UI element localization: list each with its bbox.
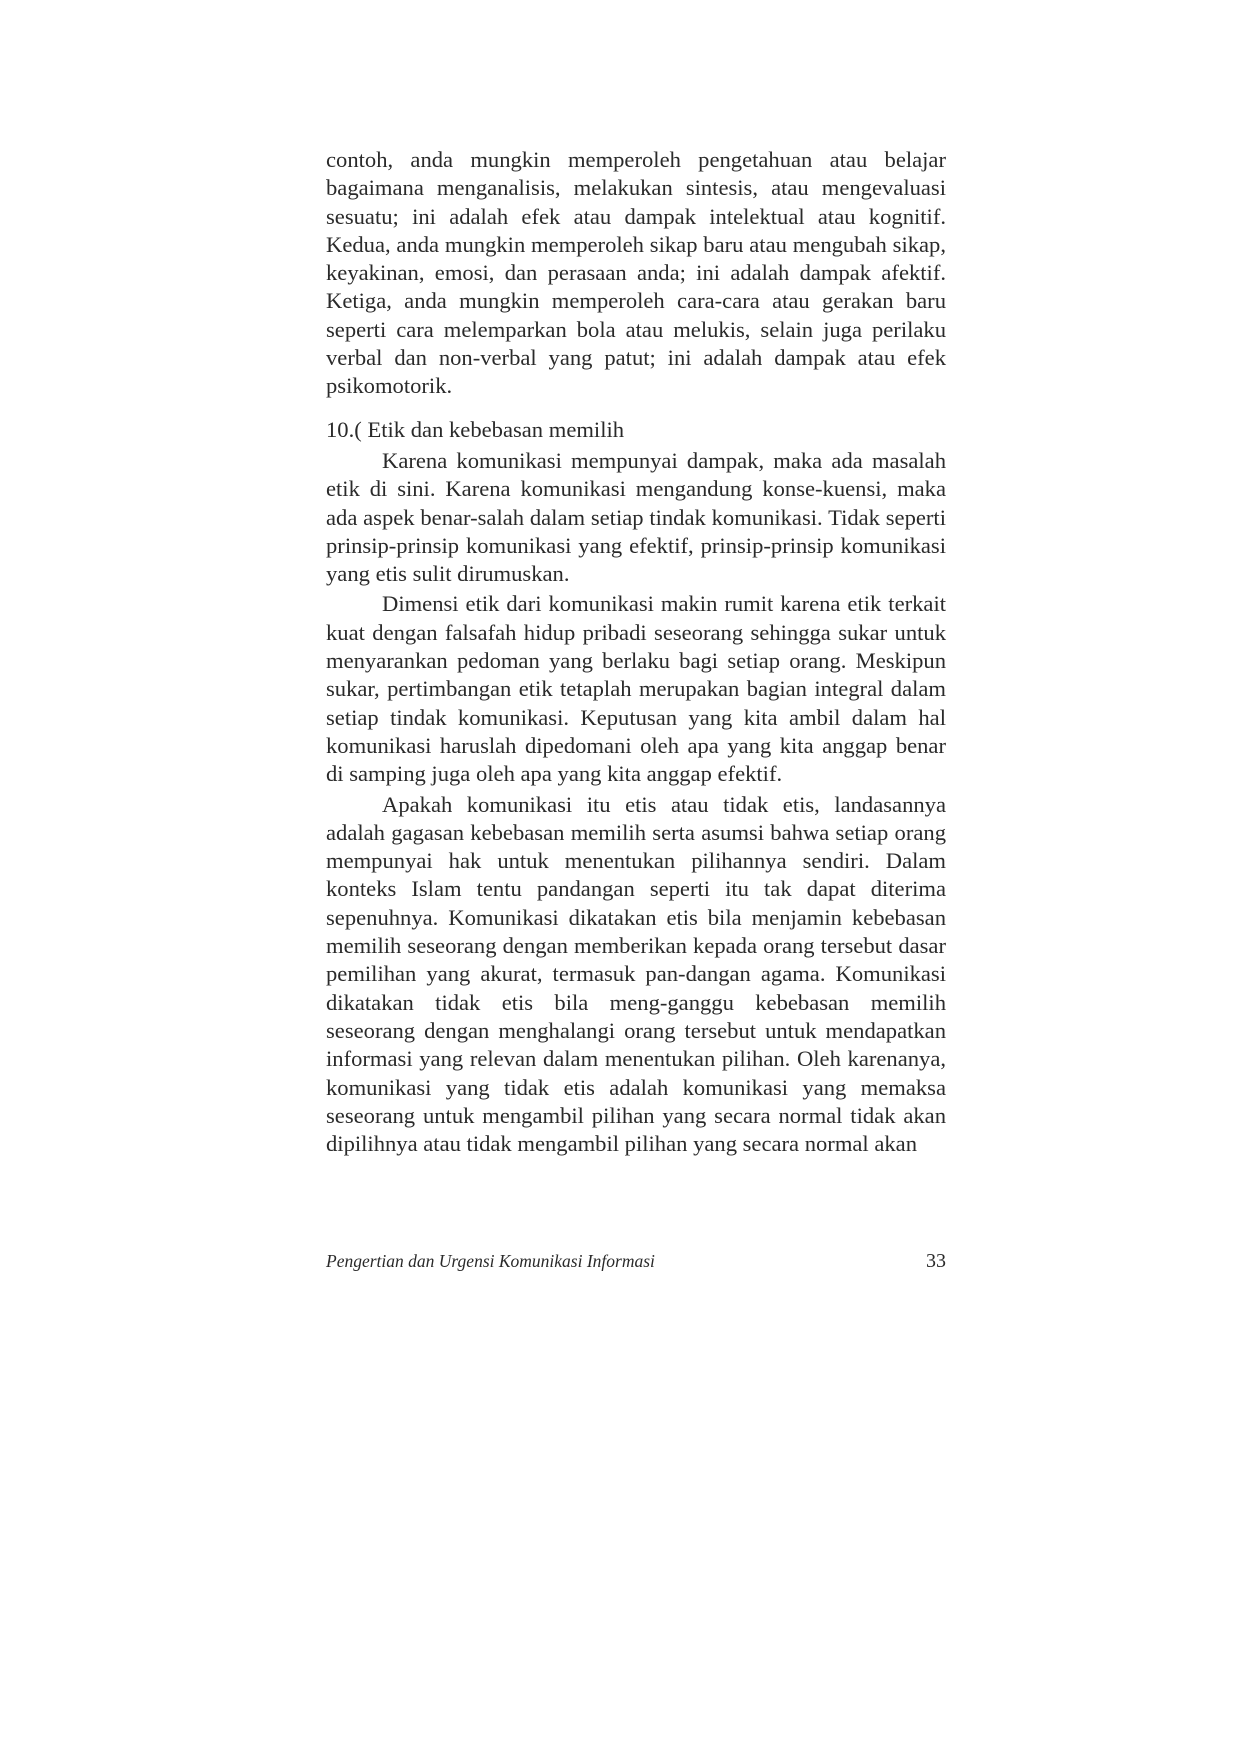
- page-footer: [326, 1250, 946, 1273]
- running-footer-title: Pengertian dan Urgensi Komunikasi Informasi: [326, 1251, 655, 1271]
- page-number: 33: [926, 1250, 946, 1272]
- section-number: 10.(: [326, 417, 362, 442]
- paragraph-2: Dimensi etik dari komunikasi makin rumit karena etik terkait kuat dengan falsafah hidup pribadi seseorang sehingga sukar untuk menyarankan pedoman yang berlaku bagi setiap orang. Meskipun sukar, pertimbangan etik tetaplah merupakan bagian integral dalam setiap tindak komunikasi. Keputusan yang kita ambil dalam hal komunikasi haruslah dipedomani oleh apa yang kita anggap benar di samping juga oleh apa yang kita anggap efektif.: [326, 591, 946, 787]
- section-title: Etik dan kebebasan memilih: [367, 417, 625, 442]
- paragraph-3: Apakah komunikasi itu etis atau tidak etis, landasannya adalah gagasan kebebasan memilih serta asumsi bahwa setiap orang mempunyai hak untuk menentukan pilihannya sendiri. Dalam konteks Islam tentu pandangan seperti itu tak dapat diterima sepenuhnya. Komunikasi dikatakan etis bila menjamin kebebasan memilih seseorang dengan memberikan kepada orang tersebut dasar pemilihan yang akurat, termasuk pan-dangan agama. Komunikasi dikatakan tidak etis bila meng-ganggu kebebasan memilih seseorang dengan menghalangi orang tersebut untuk mendapatkan informasi yang relevan dalam menentukan pilihan. Oleh karenanya, komunikasi yang tidak etis adalah komunikasi yang memaksa seseorang untuk mengambil pilihan yang secara normal tidak akan dipilihnya atau tidak mengambil pilihan yang secara normal akan: [326, 791, 946, 1157]
- continuation-paragraph: contoh, anda mungkin memperoleh pengetahuan atau belajar bagaimana menganalisis, melakukan sintesis, atau mengevaluasi sesuatu; ini adalah efek atau dampak intelektual atau kognitif. Kedua, anda mungkin memperoleh sikap baru atau mengubah sikap, keyakinan, emosi, dan perasaan anda; ini adalah dampak afektif. Ketiga, anda mungkin memperoleh cara-cara atau gerakan baru seperti cara melemparkan bola atau melukis, selain juga perilaku verbal dan non-verbal yang patut; ini adalah dampak atau efek psikomotorik.: [326, 147, 946, 399]
- page-body-top: [326, 146, 946, 401]
- section-heading: [326, 416, 624, 444]
- section-body: [326, 447, 946, 1158]
- paragraph-1: Karena komunikasi mempunyai dampak, maka ada masalah etik di sini. Karena komunikasi mengandung konse-kuensi, maka ada aspek benar-salah dalam setiap tindak komunikasi. Tidak seperti prinsip-prinsip komunikasi yang efektif, prinsip-prinsip komunikasi yang etis sulit dirumuskan.: [326, 448, 946, 587]
